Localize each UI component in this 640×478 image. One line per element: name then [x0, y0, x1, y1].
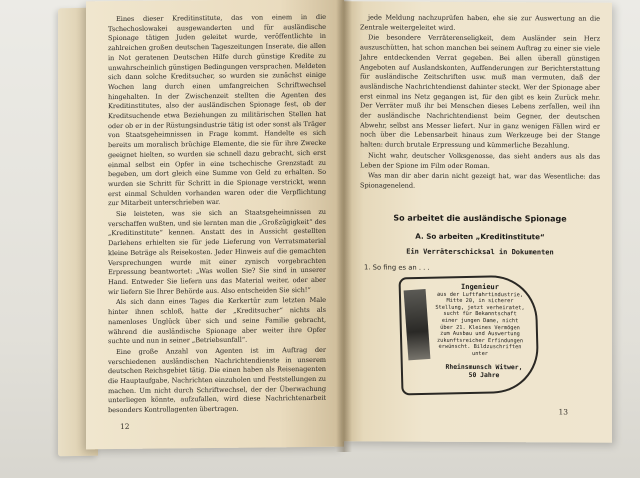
clipping-signature: Rheinsmunsch Witwer, 50 Jahre: [445, 362, 523, 379]
right-paragraph-2: Die besondere Verräterenseligkeit, dem Ausländer sein Herz auszuschütten, hat schon manchen bei seinem Auftrag zu einer sie viele Jahre entdeckenden Verrat gegeben. Bei allen überall günstigen Angeboten auf Auslandskonten, Auffenderungen zur Berichterstattung für ausländische Zeitschriften usw. muß man vermuten, daß der ausländische Nachrichtendienst dahinter steckt. Wer der Spionage aber erst einmal ins Netz gegangen ist, für den gibt es kein Zurück mehr. Der Verräter muß ihr bei Menschen dieses Lebens zerfallen, weil ihn der ausländische Nachrichtendienst beim Gegner, der deutschen Abwehr, selbst ans Messer liefert. Nur in ganz wenigen Fällen wird er noch über die Lebensarbeit hinaus zum Werkzeuge bei der Stange halten: durch brutale Erpressung und kümmerliche Bezahlung.: [360, 33, 600, 150]
clipping-heading: Ingenieur: [461, 282, 499, 292]
lead-in-line: 1. So fing es an . . .: [364, 263, 430, 272]
left-paragraph-3: Als sich dann eines Tages die Kerkertür zum letzten Male hinter ihnen schloß, hatte der „Kreditsucher“ nichts als namenloses Unglück über sich und seine Familie gebracht, während die ausländische Spionage aber weiter ihre Opfer suchte und nun in seiner „Betriebsunfall“.: [108, 296, 326, 346]
left-paragraph-1: Eines dieser Kreditinstitute, das von einem in die Tschechoslowakei ausgewanderten und für ausländische Spionage tätigen Juden geleitet wurde, veröffentlichte in zahlreichen großen deutschen Tageszeitungen Inserate, die allen in Not geratenen Deutschen Hilfe durch günstige Kredite zu unwahrscheinlich günstigen Bedingungen versprachen. Meldeten sich dann solche Kreditsucher, so wurden sie zunächst einige Wochen lang durch einen umfangreichen Schriftwechsel hingehalten. In der Zwischenzeit stellten die Agenten des Kreditinstitutes, also der ausländischen Spionage fest, ob der Kreditsuchende etwa Beziehungen zu militärischen Stellen hat oder ob er in der Rüstungsindustrie tätig ist oder sonst als Träger von Staatsgeheimnissen in Frage kommt. Handelte es sich bereits um moralisch brüchige Elemente, die sie für ihre Zwecke geeignet hielten, so wurden sie schnell dazu gebracht, sich erst einmal selbst ein Opfer in eine tschechische Grenzstadt zu begeben, um dort gleich eine Summe von Geld zu erhalten. So wurden sie Schritt für Schritt in die Spionage verstrickt, wenn erst einmal Schulden vorhanden waren oder die Verpflichtung zur Mitarbeit unterschrieben war.: [108, 12, 326, 208]
clipping-body: aus der Luftfahrtindustrie, Mitte 20, in sicherer Stellung, jetzt verheiratet, sucht für Bekanntschaft einer jungen Dame, nicht über 21. Kleines Vermögen zum Ausbau und Auswertung zukunftsreicher Erfindungen erwünscht. Bildzuschriften unter: [435, 291, 525, 357]
right-paragraph-3: Nicht wahr, deutscher Volksgenosse, das sieht anders aus als das Leben der Spione im Film oder Roman.: [360, 151, 600, 170]
left-page-number: 12: [120, 421, 130, 431]
book-gutter: [336, 0, 352, 452]
left-paragraph-2: Sie leisteten, was sie sich an Staatsgeheimnissen zu verschaffen wußten, und sie lernten man die „Großzügigkeit“ des „Kreditinstitute“ kennen. Anstatt des in Aussicht gestellten Darlehens erhielten sie für jede Lieferung von Verratsmaterial kleine Beträge als Reisekosten. Jeder Hinweis auf die gemachten Versprechungen wurde mit einer zynisch vorgebrachten Erpressung beantwortet: „Was wollen Sie? Sie sind in unserer Hand. Entweder Sie liefern uns das Material weiter, oder aber wir liefern Sie Ihrer Behörde aus. Also entscheiden Sie sich!“: [108, 207, 326, 296]
section-title: So arbeitet die ausländische Spionage: [393, 213, 567, 224]
newspaper-clipping: [400, 276, 538, 395]
right-paragraph-4: Was man dir aber darin nicht gezeigt hat, war das Wesentliche: das Spionagenelend.: [360, 171, 600, 190]
right-page: [342, 1, 612, 442]
subsection-title: A. So arbeiten „Kreditinstitute“: [415, 231, 545, 242]
left-page-body: [108, 13, 326, 417]
clipping-text: [434, 284, 526, 358]
left-page: [86, 0, 344, 449]
right-page-body: [360, 13, 600, 193]
right-page-number: 13: [558, 407, 568, 417]
left-paragraph-4: Eine große Anzahl von Agenten ist im Auftrag der verschiedenen ausländischen Nachrichtendienste in unserem deutschen Reichsgebiet tätig. Die einen haben als Reisenagenten die Hauptaufgabe, Nachrichten einzuholen und Feststellungen zu machen. Um nicht durch Schriftwechsel, der der Überwachung unterliegen könnte, aufzufallen, wird diese Nachrichtenarbeit besonders Kontrollagenten übertragen.: [108, 345, 326, 415]
right-paragraph-1: jede Meldung nachzuprüfen haben, ehe sie zur Auswertung an die Zentrale weitergeleitet wird.: [360, 13, 600, 32]
subsection-subtitle: Ein Verräterschicksal in Dokumenten: [406, 247, 554, 257]
